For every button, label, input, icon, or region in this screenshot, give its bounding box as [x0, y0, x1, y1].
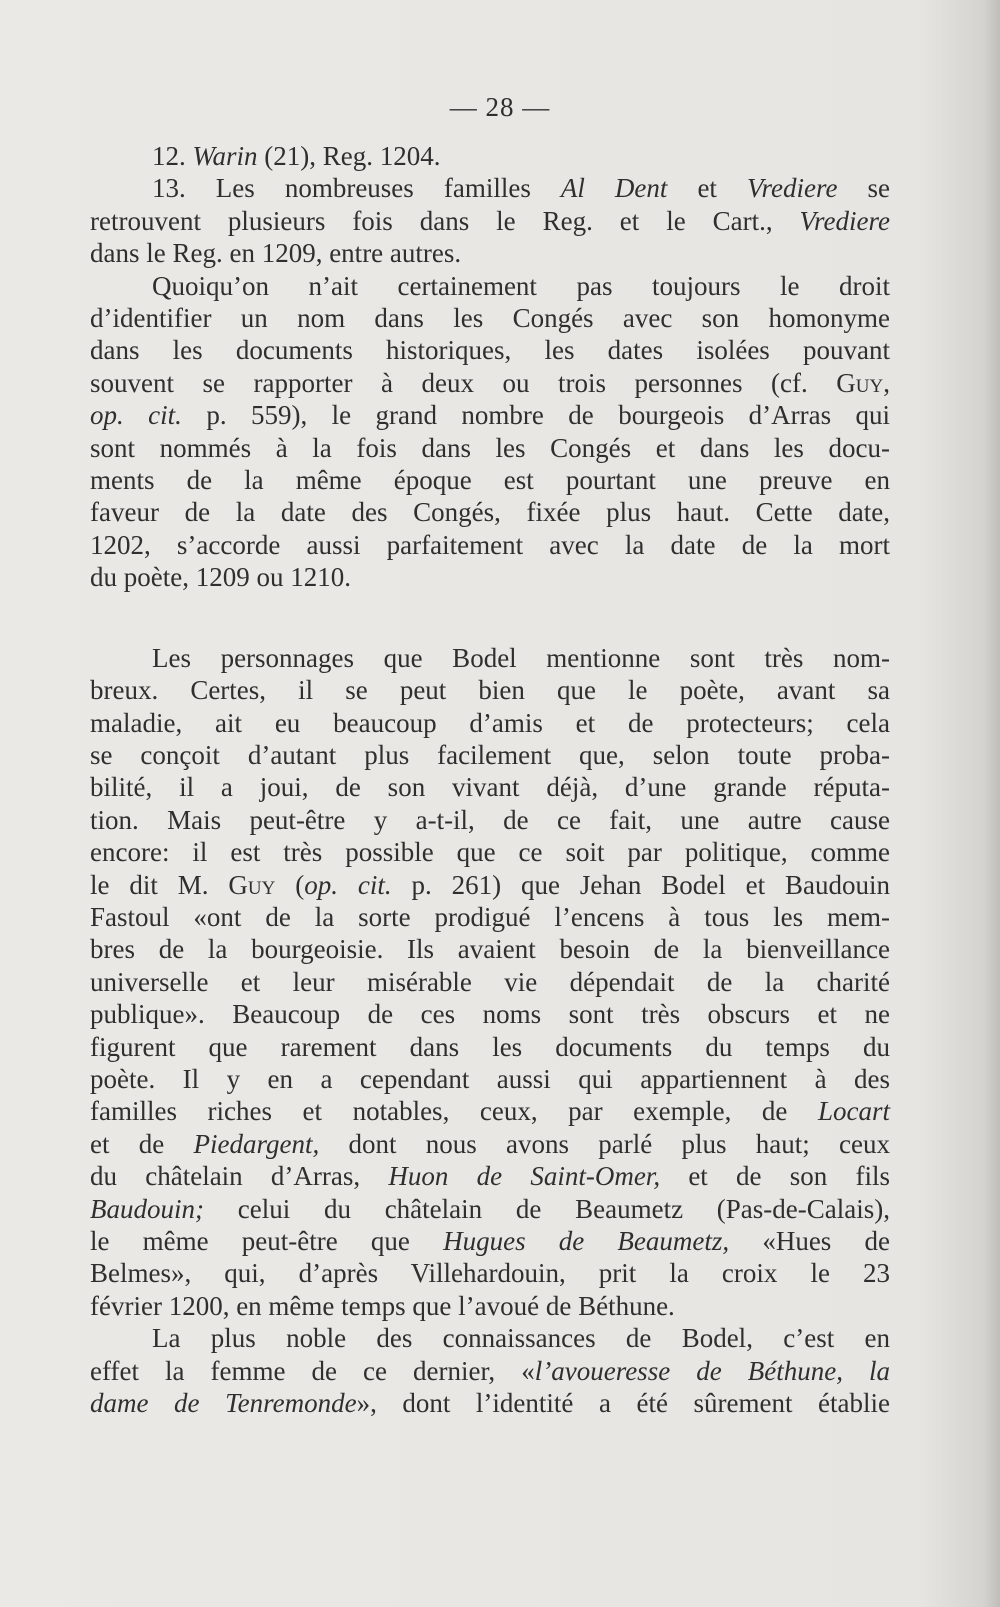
text-segment: effet la femme de ce dernier, «: [90, 1355, 535, 1386]
text-line: [90, 561, 890, 593]
text-line: [90, 901, 890, 933]
text-segment: dans le Reg. en 1209, entre autres.: [90, 238, 462, 269]
text-line: [90, 869, 890, 901]
text-segment: «Hues de: [729, 1226, 890, 1256]
paragraph-gap: [90, 594, 890, 642]
italic-text: Piedargent,: [193, 1128, 320, 1159]
text-segment: dont nous avons parlé plus haut; ceux: [319, 1128, 890, 1159]
text-line: [90, 172, 890, 204]
text-segment: le même peut-être que: [90, 1226, 444, 1256]
text-line: [90, 334, 890, 366]
text-line: [90, 1031, 890, 1063]
body-text: [90, 140, 890, 1419]
text-segment: Belmes», qui, d’après Villehardouin, prit la croix le 23: [90, 1258, 890, 1289]
text-line: [90, 771, 890, 803]
text-segment: familles riches et notables, ceux, par exemple, de: [90, 1096, 818, 1127]
text-segment: se conçoit d’autant plus facilement que, selon toute proba-: [90, 739, 890, 770]
text-line: [90, 1063, 890, 1095]
text-line: [90, 804, 890, 836]
text-segment: dans les documents historiques, les dates isolées pouvant: [90, 335, 890, 366]
text-segment: p. 261) que Jehan Bodel et Baudouin: [391, 869, 890, 900]
text-segment: retrouvent plusieurs fois dans le Reg. et le Cart.,: [90, 205, 800, 236]
text-segment: et de son fils: [660, 1161, 891, 1192]
text-segment: le dit M.: [90, 869, 229, 900]
text-segment: 13. Les nombreuses familles: [152, 173, 561, 204]
text-segment: (21), Reg. 1204.: [257, 141, 441, 171]
italic-text: dame de Tenremonde: [90, 1388, 357, 1419]
text-segment: Quoiqu’on n’ait certainement pas toujours le droit: [152, 270, 890, 301]
text-line: [90, 140, 890, 172]
text-line: [90, 836, 890, 868]
text-line: [90, 496, 890, 528]
text-line: [90, 642, 890, 674]
text-segment: figurent que rarement dans les documents du temps du: [90, 1031, 890, 1062]
text-line: [90, 933, 890, 965]
italic-text: Warin: [192, 141, 258, 171]
italic-text: Al Dent: [560, 173, 668, 204]
text-line: [90, 966, 890, 998]
text-line: [90, 1128, 890, 1160]
text-segment: poète. Il y en a cependant aussi qui appartiennent à des: [90, 1063, 890, 1094]
italic-text: Locart: [817, 1096, 890, 1127]
text-line: [90, 205, 890, 237]
text-segment: (: [275, 869, 305, 900]
text-segment: février 1200, en même temps que l’avoué de Béthune.: [90, 1290, 675, 1321]
text-segment: d’identifier un nom dans les Congés avec son homonyme: [90, 303, 890, 334]
text-segment: bres de la bourgeoisie. Ils avaient besoin de la bienveillance: [90, 934, 890, 965]
text-segment: ,: [883, 367, 890, 398]
text-line: [90, 464, 890, 496]
text-line: [90, 1225, 890, 1257]
italic-text: l’avoueresse de Béthune, la: [534, 1355, 890, 1386]
small-caps-text: Guy: [836, 367, 884, 398]
text-segment: Fastoul «ont de la sorte prodigué l’encens à tous les mem-: [90, 901, 890, 932]
italic-text: Hugues de Beaumetz,: [443, 1226, 730, 1256]
text-segment: sont nommés à la fois dans les Congés et dans les docu-: [90, 432, 890, 463]
text-segment: 1202, s’accorde aussi parfaitement avec la date de la mort: [90, 529, 890, 560]
text-segment: tion. Mais peut-être y a-t-il, de ce fait, une autre cause: [90, 804, 890, 835]
text-line: [90, 1095, 890, 1127]
text-segment: faveur de la date des Congés, fixée plus haut. Cette date,: [90, 497, 890, 528]
text-segment: et de: [90, 1128, 194, 1159]
text-segment: du poète, 1209 ou 1210.: [90, 562, 351, 593]
text-line: [90, 1290, 890, 1322]
text-segment: universelle et leur misérable vie dépendait de la charité: [90, 966, 890, 997]
text-segment: breux. Certes, il se peut bien que le poète, avant sa: [90, 675, 890, 706]
text-line: [90, 674, 890, 706]
text-line: [90, 1355, 890, 1387]
text-line: [90, 1193, 890, 1225]
small-caps-text: Guy: [228, 869, 276, 900]
page-number: — 28 —: [449, 92, 551, 122]
text-segment: maladie, ait eu beaucoup d’amis et de protecteurs; cela: [90, 707, 890, 738]
text-segment: Les personnages que Bodel mentionne sont très nom-: [152, 642, 890, 673]
italic-text: Huon de Saint-Omer,: [388, 1161, 661, 1192]
text-segment: », dont l’identité a été sûrement établie: [356, 1388, 890, 1419]
text-segment: ments de la même époque est pourtant une preuve en: [90, 465, 890, 496]
text-line: [90, 399, 890, 431]
text-line: [90, 739, 890, 771]
text-line: [90, 998, 890, 1030]
text-segment: bilité, il a joui, de son vivant déjà, d’une grande réputa-: [90, 772, 890, 803]
text-segment: La plus noble des connaissances de Bodel, c’est en: [152, 1323, 890, 1354]
text-line: [90, 432, 890, 464]
text-segment: 12.: [152, 141, 193, 171]
text-line: [90, 707, 890, 739]
text-line: [90, 1160, 890, 1192]
page-edge-shadow: [984, 0, 1000, 1607]
italic-text: op. cit.: [90, 400, 182, 431]
text-line: [90, 1387, 890, 1419]
text-line: [90, 1322, 890, 1354]
text-line: [90, 270, 890, 302]
text-line: [90, 367, 890, 399]
text-segment: publique». Beaucoup de ces noms sont très obscurs et ne: [90, 999, 890, 1030]
text-segment: celui du châtelain de Beaumetz (Pas-de-Calais),: [204, 1193, 890, 1224]
italic-text: Baudouin;: [90, 1193, 204, 1224]
text-line: [90, 529, 890, 561]
italic-text: op. cit.: [304, 869, 392, 900]
text-segment: p. 559), le grand nombre de bourgeois d’Arras qui: [181, 400, 890, 431]
italic-text: Vrediere: [799, 205, 890, 236]
text-segment: encore: il est très possible que ce soit par politique, comme: [90, 837, 890, 868]
text-segment: se: [837, 173, 890, 204]
text-segment: du châtelain d’Arras,: [90, 1161, 389, 1192]
text-segment: et: [667, 173, 747, 204]
text-line: [90, 302, 890, 334]
italic-text: Vrediere: [747, 173, 838, 204]
text-segment: souvent se rapporter à deux ou trois personnes (cf.: [90, 367, 837, 398]
text-line: [90, 237, 890, 269]
text-line: [90, 1257, 890, 1289]
